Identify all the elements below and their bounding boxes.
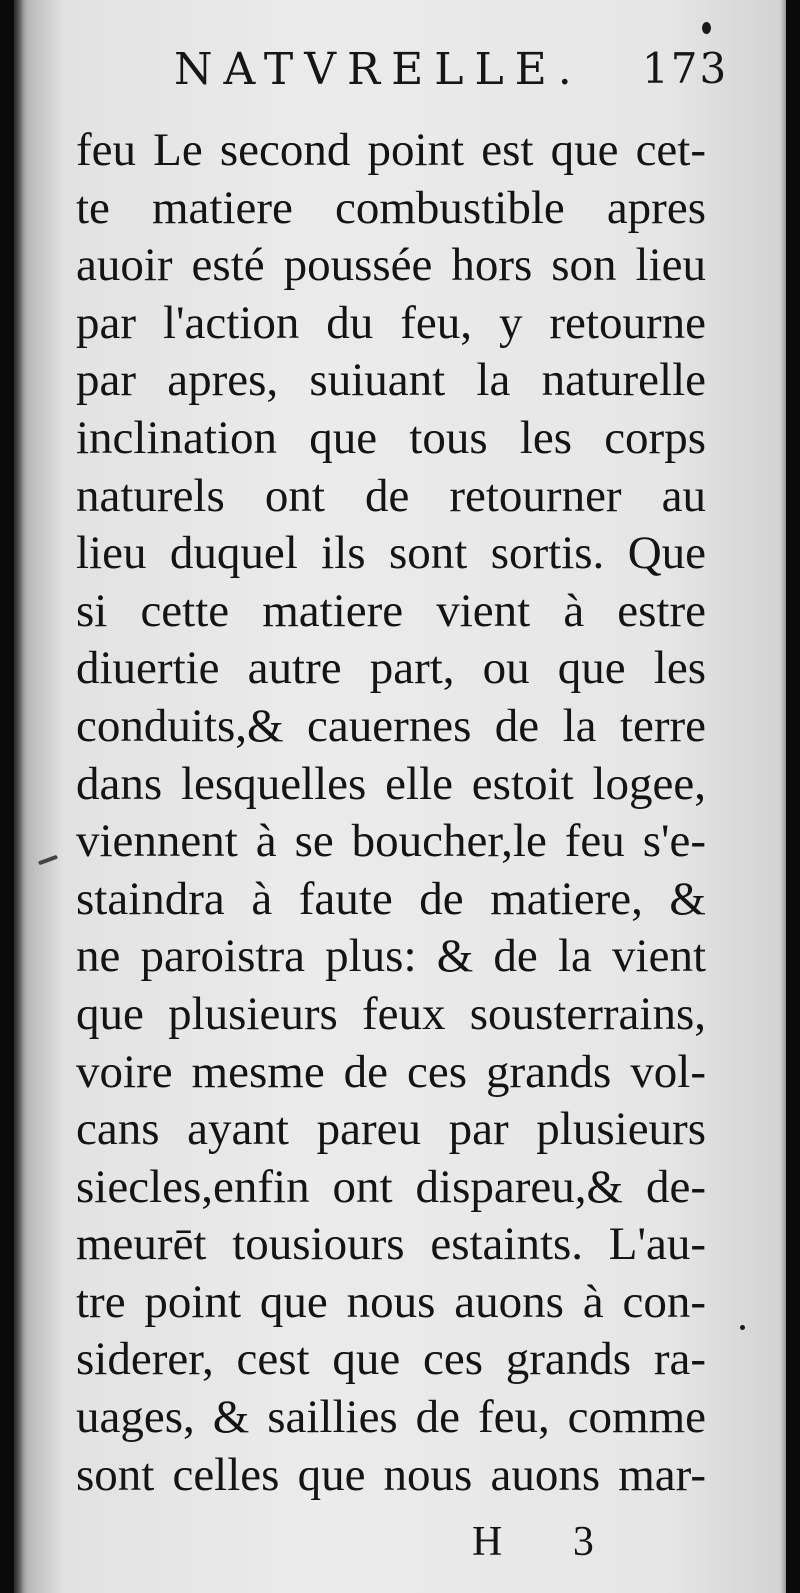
text-line: naturels ont de retourner au [76,469,706,522]
text-line: uages, & saillies de feu, comme [76,1391,706,1444]
text-line: diuertie autre part, ou que les [76,642,706,695]
text-line: siecles,enfin ont dispareu,& de- [76,1160,706,1213]
page-edge [780,0,786,1593]
text-line: cans ayant pareu par plusieurs [76,1103,706,1156]
text-line: dans lesquelles elle estoit logee, [76,757,706,810]
ink-speck [38,855,58,866]
text-line: staindra à faute de matiere, & [76,872,706,925]
page-header [14,44,786,104]
text-line: ne paroistra plus: & de la vient [76,930,706,983]
body-text [76,122,706,1504]
text-line: que plusieurs feux sousterrains, [76,987,706,1040]
text-line: siderer, cest que ces grands ra- [76,1333,706,1386]
text-line: inclination que tous les corps [76,411,706,464]
spine-shadow [14,0,24,1593]
text-line: par l'action du feu, y retourne [76,296,706,349]
text-line: meurēt tousiours estaints. L'au- [76,1218,706,1271]
page-footer [14,1518,786,1578]
text-line: par apres, suiuant la naturelle [76,354,706,407]
text-line: sont celles que nous auons mar- [76,1448,706,1501]
page-number: 173 [642,44,729,93]
ink-speck [740,1325,745,1330]
book-page [14,0,786,1593]
text-line: si cette matiere vient à estre [76,584,706,637]
running-head: NATVRELLE. [174,44,583,95]
signature-mark: H 3 [472,1519,624,1565]
text-line: tre point que nous auons à con- [76,1275,706,1328]
text-line: te matiere combustible apres [76,181,706,234]
text-line: voire mesme de ces grands vol- [76,1045,706,1098]
text-line: auoir esté poussée hors son lieu [76,239,706,292]
text-line: conduits,& cauernes de la terre [76,699,706,752]
ink-speck [702,22,711,34]
text-line: lieu duquel ils sont sortis. Que [76,527,706,580]
text-line: viennent à se boucher,le feu s'e- [76,815,706,868]
text-line: feu Le second point est que cet- [76,124,706,176]
